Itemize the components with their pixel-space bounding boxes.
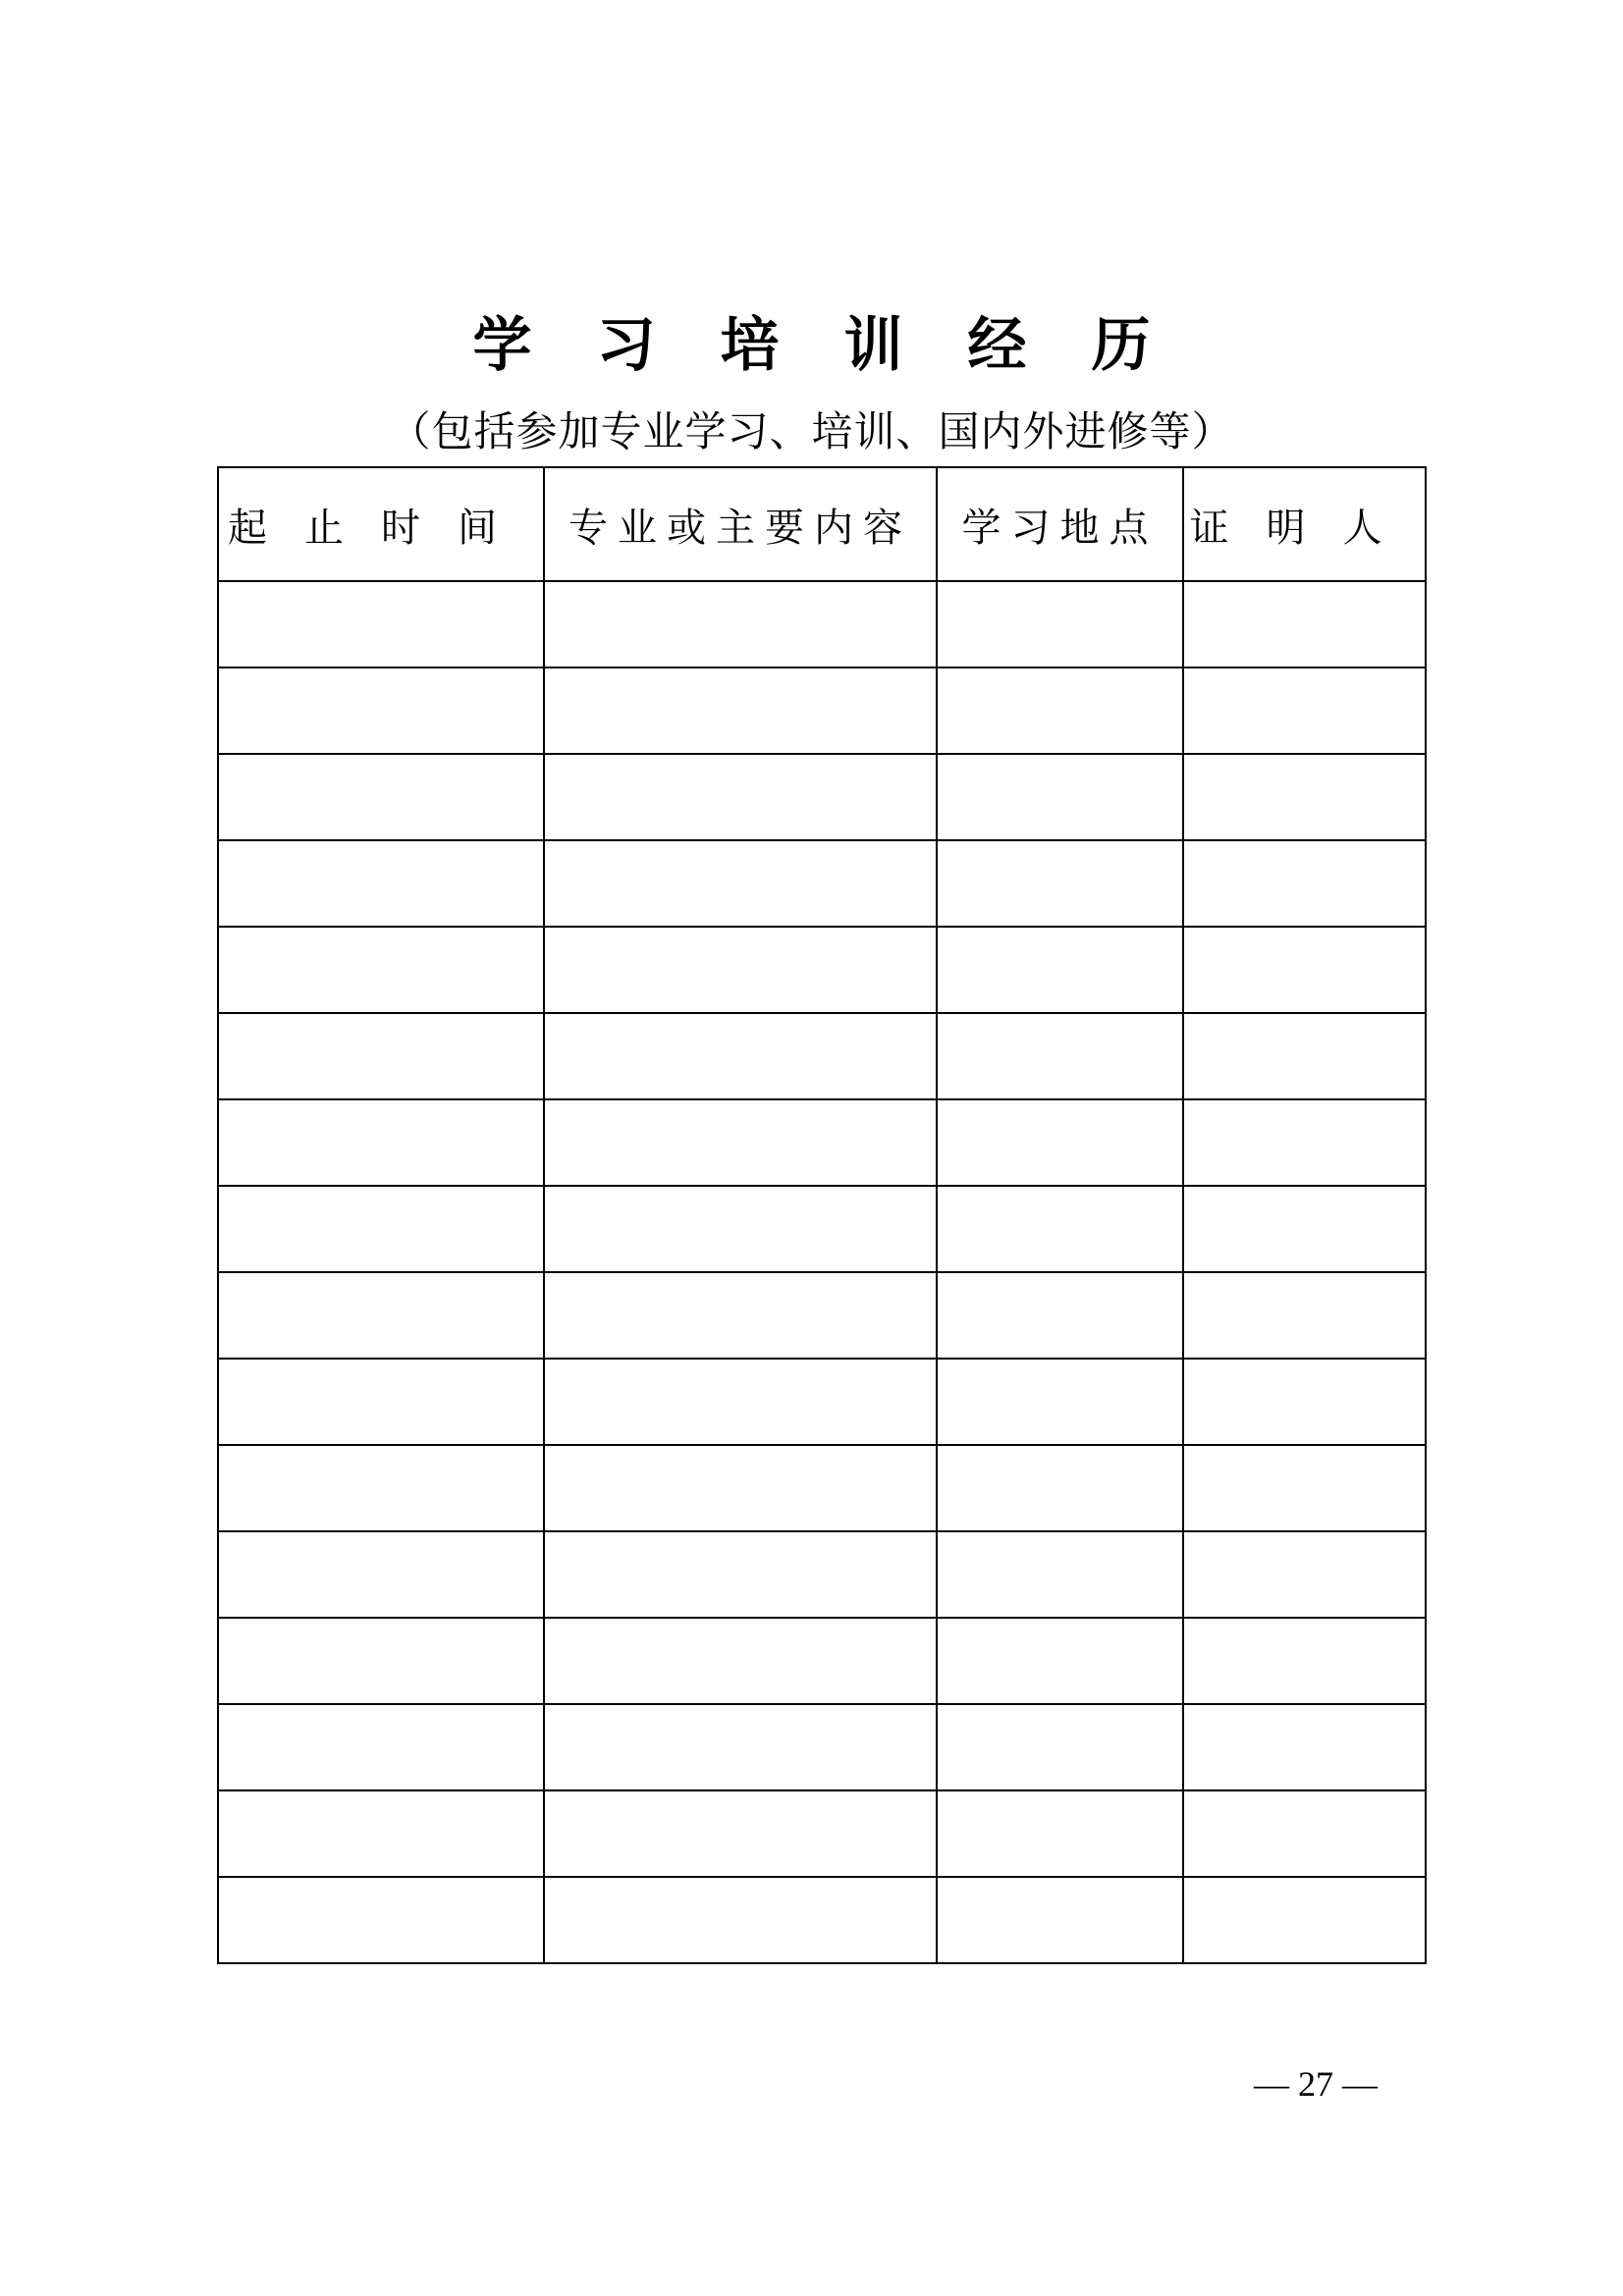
cell-location[interactable] — [937, 1272, 1183, 1359]
table-row — [218, 754, 1426, 840]
cell-period[interactable] — [218, 1790, 544, 1877]
table-row — [218, 1618, 1426, 1704]
cell-witness[interactable] — [1183, 840, 1426, 927]
cell-witness[interactable] — [1183, 581, 1426, 667]
cell-witness[interactable] — [1183, 1186, 1426, 1272]
cell-period[interactable] — [218, 1531, 544, 1618]
table-row — [218, 1445, 1426, 1531]
cell-content[interactable] — [544, 754, 937, 840]
table-row — [218, 1013, 1426, 1099]
cell-content[interactable] — [544, 1704, 937, 1790]
cell-witness[interactable] — [1183, 754, 1426, 840]
cell-content[interactable] — [544, 1359, 937, 1445]
cell-content[interactable] — [544, 581, 937, 667]
cell-witness[interactable] — [1183, 1445, 1426, 1531]
cell-period[interactable] — [218, 1272, 544, 1359]
cell-content[interactable] — [544, 1445, 937, 1531]
table-row — [218, 927, 1426, 1013]
table-row — [218, 1531, 1426, 1618]
cell-content[interactable] — [544, 1618, 937, 1704]
cell-witness[interactable] — [1183, 1272, 1426, 1359]
cell-witness[interactable] — [1183, 1704, 1426, 1790]
cell-location[interactable] — [937, 1877, 1183, 1963]
table-row — [218, 1186, 1426, 1272]
page-subtitle: （包括参加专业学习、培训、国内外进修等） — [389, 407, 1234, 455]
table-row — [218, 1359, 1426, 1445]
table-body — [218, 581, 1426, 1963]
cell-content[interactable] — [544, 1531, 937, 1618]
header-location: 学习地点 — [937, 467, 1183, 581]
cell-period[interactable] — [218, 1877, 544, 1963]
cell-content[interactable] — [544, 667, 937, 754]
cell-period[interactable] — [218, 1099, 544, 1186]
cell-witness[interactable] — [1183, 927, 1426, 1013]
table-row — [218, 581, 1426, 667]
cell-content[interactable] — [544, 1790, 937, 1877]
cell-location[interactable] — [937, 1359, 1183, 1445]
page-title: 学习培训经历 — [472, 311, 1216, 380]
cell-location[interactable] — [937, 927, 1183, 1013]
cell-location[interactable] — [937, 754, 1183, 840]
table-row — [218, 1790, 1426, 1877]
cell-location[interactable] — [937, 1618, 1183, 1704]
cell-period[interactable] — [218, 840, 544, 927]
cell-witness[interactable] — [1183, 1099, 1426, 1186]
table-header-row — [218, 467, 1426, 581]
page-number: — 27 — — [1254, 2064, 1378, 2104]
cell-period[interactable] — [218, 927, 544, 1013]
table-row — [218, 1099, 1426, 1186]
cell-location[interactable] — [937, 1704, 1183, 1790]
cell-period[interactable] — [218, 1704, 544, 1790]
cell-witness[interactable] — [1183, 1618, 1426, 1704]
training-history-table — [217, 466, 1427, 1964]
header-content: 专业或主要内容 — [544, 467, 937, 581]
cell-content[interactable] — [544, 1877, 937, 1963]
cell-witness[interactable] — [1183, 1877, 1426, 1963]
header-period: 起止时间 — [218, 467, 544, 581]
table-row — [218, 840, 1426, 927]
table-row — [218, 1272, 1426, 1359]
cell-location[interactable] — [937, 1445, 1183, 1531]
cell-content[interactable] — [544, 1099, 937, 1186]
cell-location[interactable] — [937, 1099, 1183, 1186]
cell-content[interactable] — [544, 840, 937, 927]
cell-witness[interactable] — [1183, 1013, 1426, 1099]
cell-content[interactable] — [544, 1186, 937, 1272]
cell-content[interactable] — [544, 927, 937, 1013]
cell-period[interactable] — [218, 1013, 544, 1099]
cell-location[interactable] — [937, 1531, 1183, 1618]
cell-period[interactable] — [218, 754, 544, 840]
cell-location[interactable] — [937, 1186, 1183, 1272]
cell-period[interactable] — [218, 581, 544, 667]
cell-period[interactable] — [218, 1618, 544, 1704]
cell-location[interactable] — [937, 667, 1183, 754]
cell-location[interactable] — [937, 1790, 1183, 1877]
table-row — [218, 1704, 1426, 1790]
cell-witness[interactable] — [1183, 1359, 1426, 1445]
cell-period[interactable] — [218, 667, 544, 754]
header-witness: 证明人 — [1183, 467, 1426, 581]
table-row — [218, 1877, 1426, 1963]
cell-witness[interactable] — [1183, 667, 1426, 754]
cell-period[interactable] — [218, 1445, 544, 1531]
cell-content[interactable] — [544, 1013, 937, 1099]
cell-witness[interactable] — [1183, 1531, 1426, 1618]
cell-content[interactable] — [544, 1272, 937, 1359]
cell-location[interactable] — [937, 581, 1183, 667]
table-row — [218, 667, 1426, 754]
cell-location[interactable] — [937, 840, 1183, 927]
cell-period[interactable] — [218, 1359, 544, 1445]
cell-location[interactable] — [937, 1013, 1183, 1099]
cell-witness[interactable] — [1183, 1790, 1426, 1877]
cell-period[interactable] — [218, 1186, 544, 1272]
